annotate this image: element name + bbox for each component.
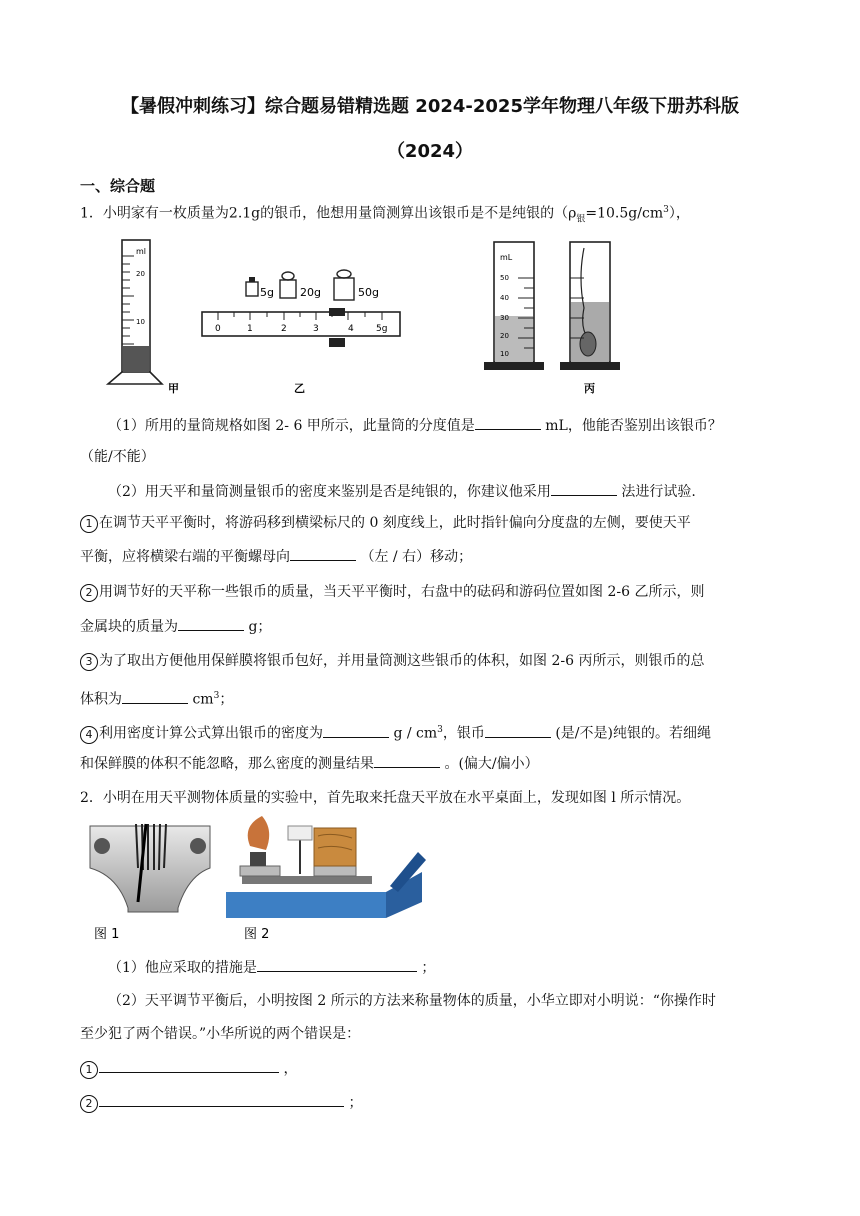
- figure-bing-label: 丙: [584, 382, 595, 395]
- svg-text:20: 20: [136, 270, 145, 278]
- answer-blank[interactable]: [122, 689, 188, 704]
- figure-2-weighing-scene: [222, 816, 426, 944]
- q2-part-2-cont: 至少犯了两个错误。”小华所说的两个错误是：: [80, 1026, 361, 1042]
- svg-text:1: 1: [247, 324, 253, 334]
- svg-text:5g: 5g: [260, 286, 274, 299]
- figure-yi-label: 乙: [294, 382, 305, 395]
- figure-1-label: 图 1: [94, 927, 120, 942]
- svg-text:50g: 50g: [358, 286, 379, 299]
- svg-text:5g: 5g: [376, 324, 388, 334]
- q1-step-3-cont: 体积为 $cm^3$；: [80, 686, 780, 710]
- q2-part-2: （2）天平调节平衡后，小明按图 2 所示的方法来称量物体的质量，小华立即对小明说：“你操作时: [108, 993, 716, 1009]
- q2-part-1: （1）他应采取的措施是 ；: [108, 957, 808, 978]
- svg-text:2: 2: [281, 324, 287, 334]
- svg-text:ml: ml: [136, 247, 147, 256]
- svg-text:20: 20: [500, 332, 509, 340]
- q2-error-1: 1 ，: [80, 1058, 780, 1079]
- answer-blank[interactable]: [551, 481, 617, 496]
- answer-blank[interactable]: [290, 546, 356, 561]
- q1-step-2-cont: 金属块的质量为 g；: [80, 616, 780, 637]
- svg-text:50: 50: [500, 274, 509, 282]
- answer-blank[interactable]: [178, 616, 244, 631]
- q2-error-2: 2 ；: [80, 1092, 780, 1113]
- svg-text:4: 4: [348, 324, 354, 334]
- figure-jia-label: 甲: [168, 382, 179, 395]
- answer-blank[interactable]: [323, 723, 389, 738]
- q1-step-3: 3 为了取出方便他用保鲜膜将银币包好，并用量筒测这些银币的体积，如图 2-6 丙所示，则银币的总: [80, 651, 780, 671]
- figure-jia-graduated-cylinder: [100, 236, 190, 396]
- answer-blank[interactable]: [99, 1092, 344, 1107]
- answer-blank[interactable]: [99, 1058, 279, 1073]
- svg-text:20g: 20g: [300, 286, 321, 299]
- figure-1-balance-pointer: [88, 818, 216, 944]
- answer-blank[interactable]: [257, 957, 417, 972]
- figure-2-label: 图 2: [244, 927, 270, 942]
- q1-step-1: 1 在调节天平平衡时，将游码移到横梁标尺的 0 刻度线上，此时指针偏向分度盘的左侧，要使天平: [80, 513, 780, 533]
- figure-yi-balance-weights: [198, 268, 408, 396]
- figure-bing-volume-measurement: [480, 238, 630, 398]
- q1-part-2: （2）用天平和量筒测量银币的密度来鉴别是否是纯银的，你建议他采用 法进行试验.: [108, 481, 808, 502]
- q1-part-1-cont: （能/不能）: [80, 449, 155, 465]
- title-line-2: （2024）: [386, 141, 474, 162]
- q1-step-4: 4 利用密度计算公式算出银币的密度为 g / $cm^3$，银币 (是/不是)纯银的。若细绳: [80, 720, 780, 744]
- q1-step-1-cont: 平衡，应将横梁右端的平衡螺母向 （左 / 右）移动；: [80, 546, 780, 567]
- answer-blank[interactable]: [485, 723, 551, 738]
- q1-step-4-cont: 和保鲜膜的体积不能忽略，那么密度的测量结果 。(偏大/偏小）: [80, 753, 780, 774]
- svg-text:mL: mL: [500, 253, 513, 262]
- svg-text:0: 0: [215, 324, 221, 334]
- answer-blank[interactable]: [475, 415, 541, 430]
- q2-stem: 2．小明在用天平测物体质量的实验中，首先取来托盘天平放在水平桌面上，发现如图 l 所示情况。: [80, 790, 691, 806]
- title-line-1: 【暑假冲刺练习】综合题易错精选题 2024-2025学年物理八年级下册苏科版: [121, 96, 739, 117]
- svg-text:10: 10: [500, 350, 509, 358]
- q1-stem: 1．小明家有一枚质量为2.1g的银币，他想用量筒测算出该银币是不是纯银的$(\rho_银=10.5g/cm^3)$，: [80, 205, 690, 225]
- svg-text:30: 30: [500, 314, 509, 322]
- svg-text:3: 3: [313, 324, 319, 334]
- q1-step-2: 2 用调节好的天平称一些银币的质量，当天平平衡时，右盘中的砝码和游码位置如图 2-6 乙所示，则: [80, 582, 780, 602]
- section-heading: 一、综合题: [80, 177, 156, 195]
- svg-text:40: 40: [500, 294, 509, 302]
- svg-text:10: 10: [136, 318, 145, 326]
- answer-blank[interactable]: [374, 753, 440, 768]
- q1-part-1: （1）所用的量筒规格如图 2- 6 甲所示，此量筒的分度值是 mL，他能否鉴别出该银币？: [108, 415, 808, 436]
